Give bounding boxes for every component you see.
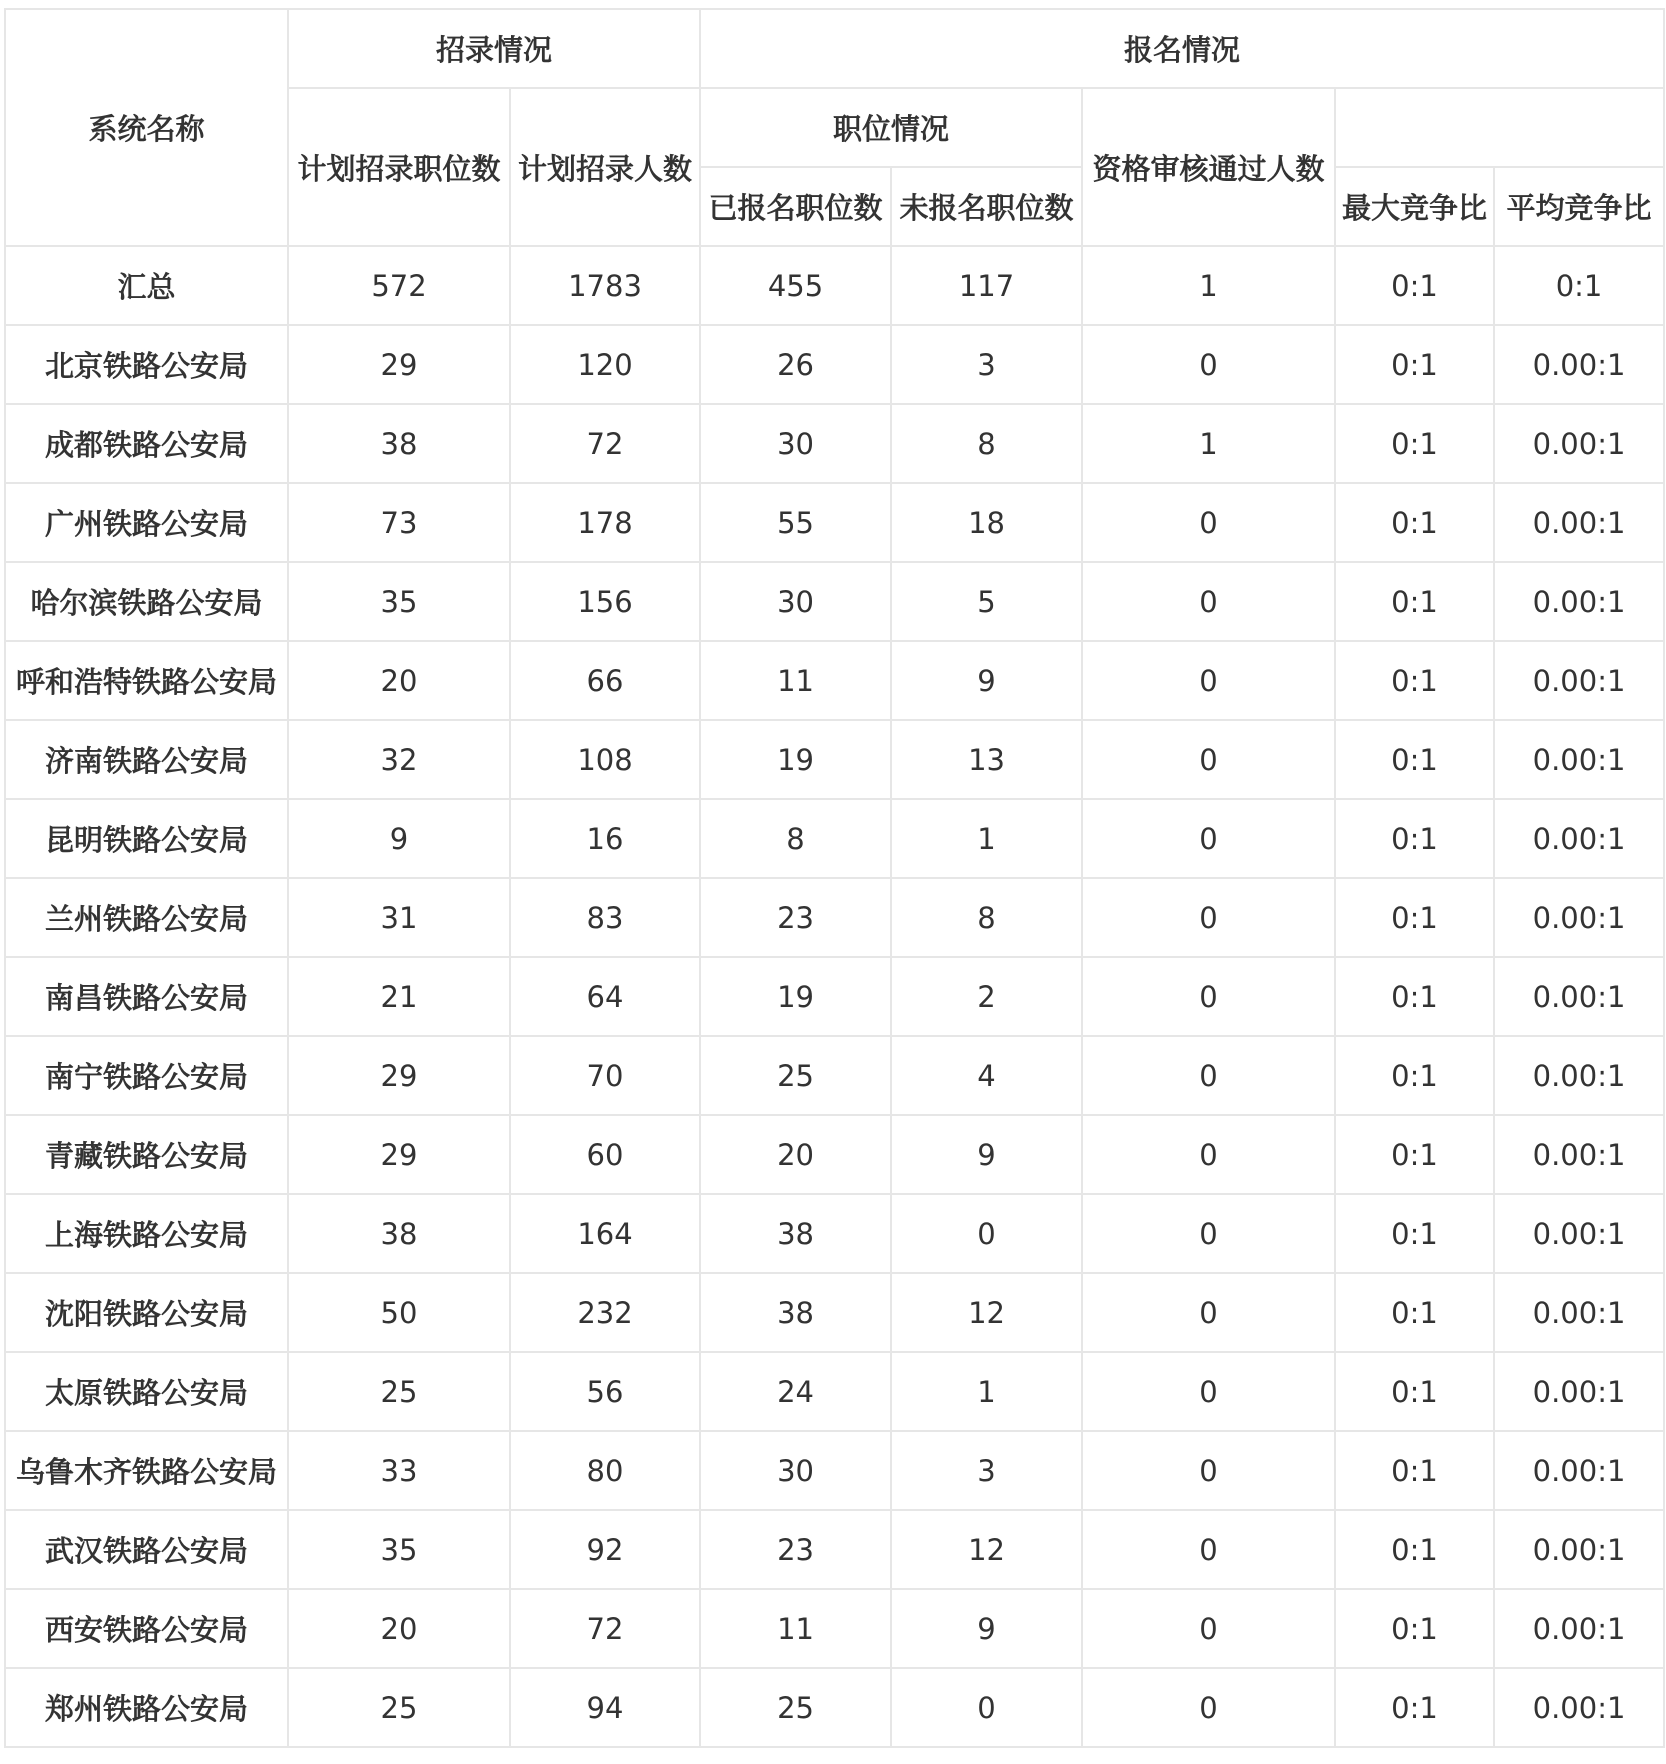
cell-passed-review: 0 (1082, 1668, 1335, 1747)
cell-avg-ratio: 0.00:1 (1494, 1194, 1664, 1273)
table-body (5, 246, 1664, 1747)
cell-avg-ratio: 0.00:1 (1494, 1510, 1664, 1589)
cell-unapplied-positions: 5 (891, 562, 1082, 641)
table-row (5, 1510, 1664, 1589)
cell-planned-positions: 73 (288, 483, 510, 562)
cell-applied-positions: 455 (700, 246, 891, 325)
cell-avg-ratio: 0.00:1 (1494, 957, 1664, 1036)
cell-avg-ratio: 0.00:1 (1494, 404, 1664, 483)
header-planned-people: 计划招录人数 (510, 88, 700, 246)
cell-planned-positions: 29 (288, 1036, 510, 1115)
cell-planned-positions: 38 (288, 1194, 510, 1273)
cell-planned-people: 92 (510, 1510, 700, 1589)
cell-avg-ratio: 0.00:1 (1494, 562, 1664, 641)
cell-planned-positions: 9 (288, 799, 510, 878)
cell-max-ratio: 0:1 (1335, 246, 1494, 325)
cell-max-ratio: 0:1 (1335, 1194, 1494, 1273)
recruitment-stats-table (4, 8, 1665, 1748)
cell-passed-review: 0 (1082, 1194, 1335, 1273)
cell-max-ratio: 0:1 (1335, 483, 1494, 562)
header-apply-group: 报名情况 (700, 9, 1664, 88)
cell-passed-review: 0 (1082, 799, 1335, 878)
cell-unapplied-positions: 8 (891, 878, 1082, 957)
cell-max-ratio: 0:1 (1335, 1273, 1494, 1352)
cell-passed-review: 0 (1082, 1510, 1335, 1589)
table-row (5, 404, 1664, 483)
cell-system-name: 北京铁路公安局 (5, 325, 288, 404)
cell-unapplied-positions: 3 (891, 1431, 1082, 1510)
cell-max-ratio: 0:1 (1335, 1036, 1494, 1115)
cell-system-name: 武汉铁路公安局 (5, 1510, 288, 1589)
header-applied-positions: 已报名职位数 (700, 167, 891, 246)
cell-max-ratio: 0:1 (1335, 1589, 1494, 1668)
cell-unapplied-positions: 9 (891, 1589, 1082, 1668)
cell-system-name: 上海铁路公安局 (5, 1194, 288, 1273)
cell-system-name: 乌鲁木齐铁路公安局 (5, 1431, 288, 1510)
cell-applied-positions: 38 (700, 1194, 891, 1273)
cell-system-name: 济南铁路公安局 (5, 720, 288, 799)
table-row (5, 483, 1664, 562)
cell-planned-people: 232 (510, 1273, 700, 1352)
cell-planned-positions: 33 (288, 1431, 510, 1510)
cell-planned-people: 66 (510, 641, 700, 720)
cell-unapplied-positions: 8 (891, 404, 1082, 483)
cell-system-name: 兰州铁路公安局 (5, 878, 288, 957)
table-row (5, 1273, 1664, 1352)
header-ratio-group (1335, 88, 1664, 167)
header-unapplied-positions: 未报名职位数 (891, 167, 1082, 246)
cell-applied-positions: 11 (700, 641, 891, 720)
cell-max-ratio: 0:1 (1335, 957, 1494, 1036)
table-row (5, 1431, 1664, 1510)
cell-applied-positions: 23 (700, 878, 891, 957)
cell-planned-people: 108 (510, 720, 700, 799)
cell-planned-positions: 20 (288, 641, 510, 720)
cell-planned-positions: 25 (288, 1352, 510, 1431)
table-row (5, 957, 1664, 1036)
cell-avg-ratio: 0:1 (1494, 246, 1664, 325)
cell-unapplied-positions: 1 (891, 799, 1082, 878)
cell-system-name: 西安铁路公安局 (5, 1589, 288, 1668)
cell-planned-people: 120 (510, 325, 700, 404)
cell-planned-people: 80 (510, 1431, 700, 1510)
cell-unapplied-positions: 9 (891, 641, 1082, 720)
summary-row (5, 246, 1664, 325)
cell-planned-people: 83 (510, 878, 700, 957)
cell-passed-review: 0 (1082, 1273, 1335, 1352)
cell-passed-review: 0 (1082, 325, 1335, 404)
cell-system-name: 南昌铁路公安局 (5, 957, 288, 1036)
cell-system-name: 呼和浩特铁路公安局 (5, 641, 288, 720)
cell-avg-ratio: 0.00:1 (1494, 1431, 1664, 1510)
cell-system-name: 郑州铁路公安局 (5, 1668, 288, 1747)
table-row (5, 1036, 1664, 1115)
cell-passed-review: 0 (1082, 1115, 1335, 1194)
cell-avg-ratio: 0.00:1 (1494, 641, 1664, 720)
cell-planned-positions: 32 (288, 720, 510, 799)
table-row (5, 1589, 1664, 1668)
cell-system-name: 昆明铁路公安局 (5, 799, 288, 878)
cell-avg-ratio: 0.00:1 (1494, 1273, 1664, 1352)
cell-passed-review: 0 (1082, 1589, 1335, 1668)
cell-max-ratio: 0:1 (1335, 641, 1494, 720)
cell-avg-ratio: 0.00:1 (1494, 878, 1664, 957)
cell-max-ratio: 0:1 (1335, 720, 1494, 799)
table-row (5, 325, 1664, 404)
cell-passed-review: 1 (1082, 246, 1335, 325)
cell-avg-ratio: 0.00:1 (1494, 483, 1664, 562)
cell-max-ratio: 0:1 (1335, 878, 1494, 957)
cell-planned-positions: 21 (288, 957, 510, 1036)
cell-planned-positions: 572 (288, 246, 510, 325)
cell-system-name: 太原铁路公安局 (5, 1352, 288, 1431)
cell-applied-positions: 24 (700, 1352, 891, 1431)
cell-system-name: 沈阳铁路公安局 (5, 1273, 288, 1352)
cell-planned-people: 178 (510, 483, 700, 562)
cell-planned-positions: 35 (288, 1510, 510, 1589)
cell-system-name: 青藏铁路公安局 (5, 1115, 288, 1194)
cell-avg-ratio: 0.00:1 (1494, 1352, 1664, 1431)
cell-system-name: 广州铁路公安局 (5, 483, 288, 562)
cell-planned-people: 72 (510, 1589, 700, 1668)
cell-planned-people: 60 (510, 1115, 700, 1194)
cell-passed-review: 0 (1082, 878, 1335, 957)
cell-unapplied-positions: 1 (891, 1352, 1082, 1431)
cell-applied-positions: 30 (700, 404, 891, 483)
cell-applied-positions: 26 (700, 325, 891, 404)
header-system-name: 系统名称 (5, 9, 288, 246)
cell-avg-ratio: 0.00:1 (1494, 1036, 1664, 1115)
cell-unapplied-positions: 2 (891, 957, 1082, 1036)
cell-applied-positions: 20 (700, 1115, 891, 1194)
cell-system-name: 南宁铁路公安局 (5, 1036, 288, 1115)
table-row (5, 799, 1664, 878)
cell-planned-positions: 35 (288, 562, 510, 641)
cell-applied-positions: 19 (700, 957, 891, 1036)
cell-passed-review: 0 (1082, 1352, 1335, 1431)
cell-planned-people: 72 (510, 404, 700, 483)
header-passed-review: 资格审核通过人数 (1082, 88, 1335, 246)
cell-planned-people: 70 (510, 1036, 700, 1115)
cell-max-ratio: 0:1 (1335, 1115, 1494, 1194)
cell-applied-positions: 23 (700, 1510, 891, 1589)
table-row (5, 720, 1664, 799)
cell-passed-review: 0 (1082, 641, 1335, 720)
cell-avg-ratio: 0.00:1 (1494, 1115, 1664, 1194)
cell-planned-people: 64 (510, 957, 700, 1036)
cell-planned-positions: 50 (288, 1273, 510, 1352)
cell-max-ratio: 0:1 (1335, 1431, 1494, 1510)
table-header (5, 9, 1664, 246)
table-row (5, 1352, 1664, 1431)
header-planned-positions: 计划招录职位数 (288, 88, 510, 246)
cell-avg-ratio: 0.00:1 (1494, 799, 1664, 878)
cell-applied-positions: 19 (700, 720, 891, 799)
cell-max-ratio: 0:1 (1335, 325, 1494, 404)
cell-passed-review: 0 (1082, 1431, 1335, 1510)
cell-planned-positions: 38 (288, 404, 510, 483)
cell-applied-positions: 11 (700, 1589, 891, 1668)
cell-planned-people: 56 (510, 1352, 700, 1431)
cell-applied-positions: 30 (700, 1431, 891, 1510)
cell-passed-review: 0 (1082, 562, 1335, 641)
cell-unapplied-positions: 9 (891, 1115, 1082, 1194)
cell-max-ratio: 0:1 (1335, 799, 1494, 878)
cell-applied-positions: 25 (700, 1036, 891, 1115)
cell-planned-people: 16 (510, 799, 700, 878)
cell-planned-positions: 31 (288, 878, 510, 957)
cell-planned-positions: 29 (288, 1115, 510, 1194)
cell-max-ratio: 0:1 (1335, 1352, 1494, 1431)
cell-unapplied-positions: 0 (891, 1194, 1082, 1273)
cell-planned-people: 94 (510, 1668, 700, 1747)
cell-passed-review: 0 (1082, 483, 1335, 562)
cell-applied-positions: 25 (700, 1668, 891, 1747)
cell-applied-positions: 30 (700, 562, 891, 641)
cell-unapplied-positions: 18 (891, 483, 1082, 562)
cell-planned-people: 164 (510, 1194, 700, 1273)
cell-applied-positions: 8 (700, 799, 891, 878)
cell-passed-review: 1 (1082, 404, 1335, 483)
cell-planned-people: 1783 (510, 246, 700, 325)
cell-max-ratio: 0:1 (1335, 562, 1494, 641)
table-row (5, 562, 1664, 641)
cell-planned-positions: 20 (288, 1589, 510, 1668)
cell-planned-positions: 25 (288, 1668, 510, 1747)
table-row (5, 641, 1664, 720)
table-row (5, 878, 1664, 957)
cell-unapplied-positions: 4 (891, 1036, 1082, 1115)
cell-unapplied-positions: 13 (891, 720, 1082, 799)
cell-system-name: 汇总 (5, 246, 288, 325)
header-recruit-group: 招录情况 (288, 9, 700, 88)
cell-avg-ratio: 0.00:1 (1494, 325, 1664, 404)
cell-avg-ratio: 0.00:1 (1494, 720, 1664, 799)
cell-planned-positions: 29 (288, 325, 510, 404)
cell-unapplied-positions: 117 (891, 246, 1082, 325)
cell-unapplied-positions: 0 (891, 1668, 1082, 1747)
header-max-ratio: 最大竞争比 (1335, 167, 1494, 246)
cell-system-name: 哈尔滨铁路公安局 (5, 562, 288, 641)
cell-avg-ratio: 0.00:1 (1494, 1589, 1664, 1668)
header-avg-ratio: 平均竞争比 (1494, 167, 1664, 246)
cell-max-ratio: 0:1 (1335, 404, 1494, 483)
cell-max-ratio: 0:1 (1335, 1510, 1494, 1589)
cell-planned-people: 156 (510, 562, 700, 641)
table-row (5, 1115, 1664, 1194)
header-position-status: 职位情况 (700, 88, 1082, 167)
cell-passed-review: 0 (1082, 720, 1335, 799)
cell-system-name: 成都铁路公安局 (5, 404, 288, 483)
cell-unapplied-positions: 3 (891, 325, 1082, 404)
table-row (5, 1194, 1664, 1273)
cell-max-ratio: 0:1 (1335, 1668, 1494, 1747)
cell-unapplied-positions: 12 (891, 1273, 1082, 1352)
table-row (5, 1668, 1664, 1747)
cell-passed-review: 0 (1082, 1036, 1335, 1115)
cell-applied-positions: 38 (700, 1273, 891, 1352)
cell-avg-ratio: 0.00:1 (1494, 1668, 1664, 1747)
cell-passed-review: 0 (1082, 957, 1335, 1036)
cell-unapplied-positions: 12 (891, 1510, 1082, 1589)
cell-applied-positions: 55 (700, 483, 891, 562)
